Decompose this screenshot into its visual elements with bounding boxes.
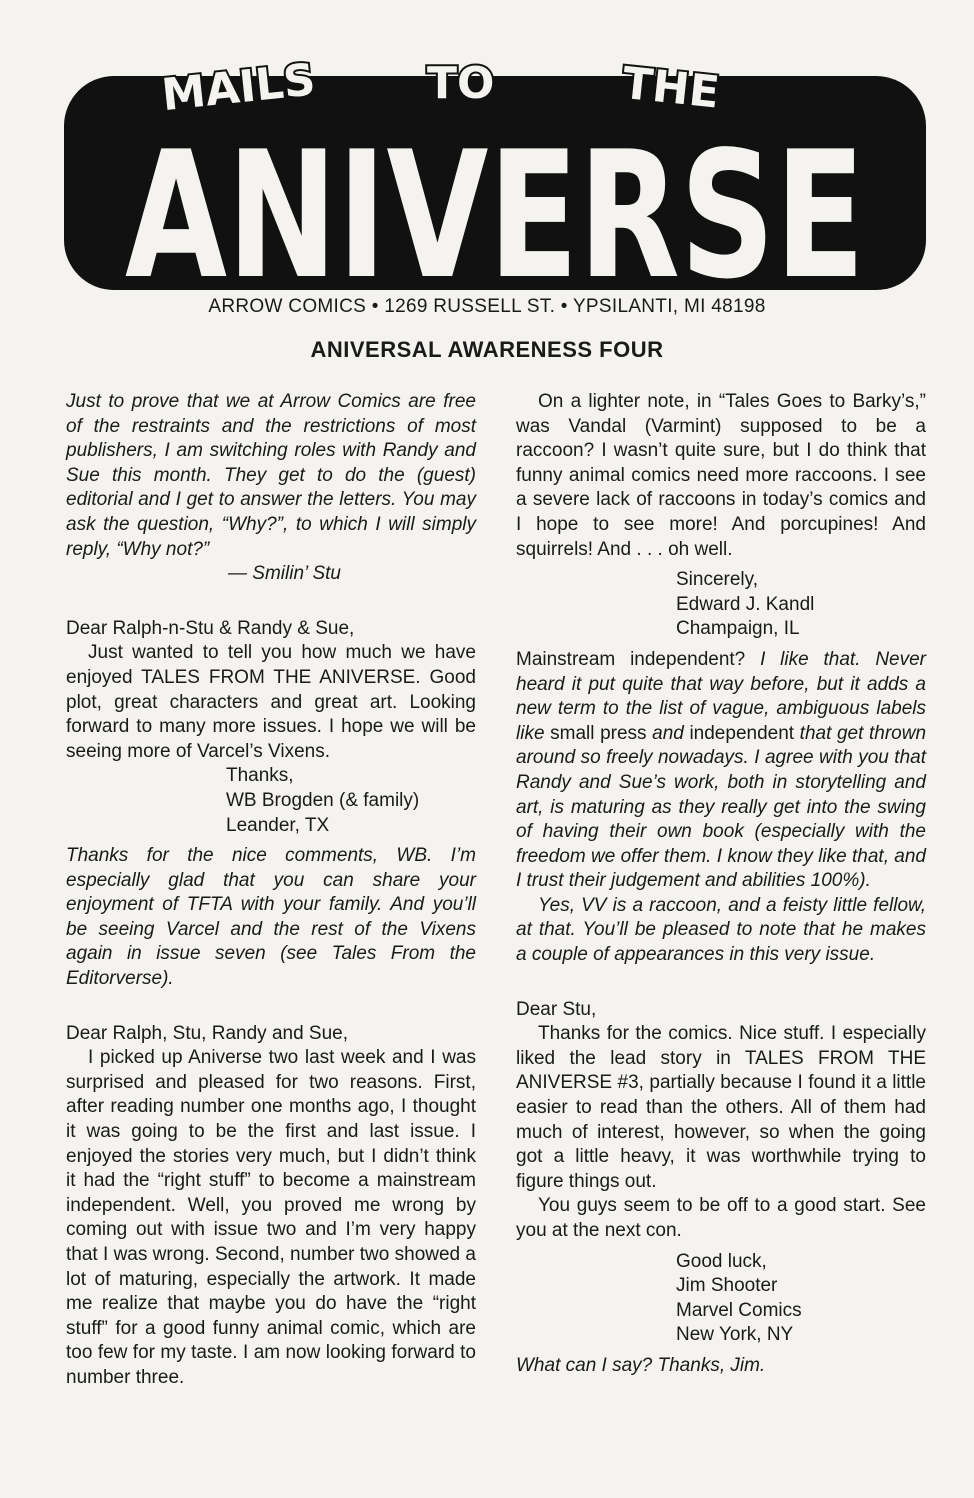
logo-word-mails: MAILS — [159, 54, 318, 122]
letter2-place: Champaign, IL — [676, 618, 800, 640]
reply2-paragraph1 — [516, 648, 926, 894]
letter2-body: I picked up Aniverse two last week and I was surprised and pleased for two reasons. First, after reading number one months ago, I thought it was going to be the first and last issue. I enjoyed the stories very much, but I didn’t think it had the “right stuff” to become a mainstream independent. Well, you proved me wrong by coming out with issue two and I’m very happy that I was wrong. Second, number two showed a lot of maturing, especially the artwork. It made me realize that maybe you do have the “right stuff” for a good funny animal comic, which are too few for my taste. I am now looking forward to number three. — [66, 1047, 476, 1388]
letter2-continued: On a lighter note, in “Tales Goes to Barky’s,” was Vandal (Varmint) supposed to be a raccoon? I wasn’t quite sure, but I do think that funny animal comics need more raccoons. I see a severe lack of raccoons in today’s comics and I hope to see more! And porcupines! And squirrels! And . . . oh well. — [516, 391, 926, 560]
letter2-closing: Sincerely, — [676, 569, 759, 591]
reply2-paragraph2: Yes, VV is a raccoon, and a feisty little fellow, at that. You’ll be pleased to note that he makes a couple of appearances in this very issue. — [516, 894, 926, 966]
reply2-upright-3: independent — [689, 722, 795, 744]
letter1-closing: Thanks, — [226, 765, 294, 787]
editor-intro: Just to prove that we at Arrow Comics are free of the restraints and the restrictions of most publishers, I am switching roles with Randy and Sue this month. They get to do the (guest) editorial and I get to answer the letters. You may ask the question, “Why?”, to which I will simply reply, “Why not?” — [66, 391, 476, 560]
letter3-salutation: Dear Stu, — [516, 998, 597, 1020]
reply2-italic-3: that get thrown around so freely nowadays. I agree with you that Randy and Sue’s work, both in storytelling and art, is maturing as they really get into the swing of having their own book (especially with the freedom we offer them. I know they like that, and I trust their judgement and abilities 100%). — [516, 722, 927, 892]
letter3-body2: You guys seem to be off to a good start. See you at the next con. — [516, 1195, 926, 1241]
letter3-body1: Thanks for the comics. Nice stuff. I especially liked the lead story in TALES FROM THE ANIVERSE #3, partially because I found it a little easier to read than the others. All of them had much of interest, however, so when the going got a little heavy, it was worthwhile trying to figure things out. — [516, 1023, 926, 1192]
letter1-name: WB Brogden (& family) — [226, 789, 420, 811]
page-headline: ANIVERSAL AWARENESS FOUR — [310, 337, 664, 362]
letter1-place: Leander, TX — [226, 814, 330, 836]
reply3: What can I say? Thanks, Jim. — [516, 1354, 766, 1376]
letter1-salutation: Dear Ralph-n-Stu & Randy & Sue, — [66, 617, 355, 639]
logo-word-the: THE — [620, 57, 722, 119]
letter3-place: New York, NY — [676, 1324, 794, 1346]
reply2-upright-2: small press — [550, 722, 647, 744]
reply2-upright-1: Mainstream independent? — [516, 648, 761, 670]
publisher-address: ARROW COMICS • 1269 RUSSELL ST. • YPSILANTI, MI 48198 — [208, 296, 766, 317]
reply2-italic-2: and — [646, 722, 690, 744]
letter3-company: Marvel Comics — [676, 1299, 802, 1321]
letter2-salutation: Dear Ralph, Stu, Randy and Sue, — [66, 1022, 349, 1044]
masthead-logo — [62, 48, 928, 293]
left-column — [66, 390, 476, 1391]
reply1: Thanks for the nice comments, WB. I’m especially glad that you can share your enjoyment of TFTA with your family. And you’ll be seeing Varcel and the rest of the Vixens again in issue seven (see Tales From the Editorverse). — [66, 845, 476, 990]
right-column — [516, 390, 926, 1379]
letter1-body: Just wanted to tell you how much we have enjoyed TALES FROM THE ANIVERSE. Good plot, great characters and great art. Looking forward to many more issues. I hope we will be seeing more of Varcel’s Vixens. — [66, 642, 476, 762]
letter3-name: Jim Shooter — [676, 1275, 778, 1297]
logo-word-to: TO — [427, 58, 495, 109]
reply2-italic-1: I like that. Never heard it put quite that way before, but it adds a new term to the list of vague, ambiguous labels like — [516, 648, 926, 744]
letter2-name: Edward J. Kandl — [676, 593, 815, 615]
editor-intro-signature: — Smilin’ Stu — [228, 563, 341, 585]
logo-word-aniverse: ANIVERSE — [125, 115, 865, 293]
letter3-closing: Good luck, — [676, 1250, 767, 1272]
